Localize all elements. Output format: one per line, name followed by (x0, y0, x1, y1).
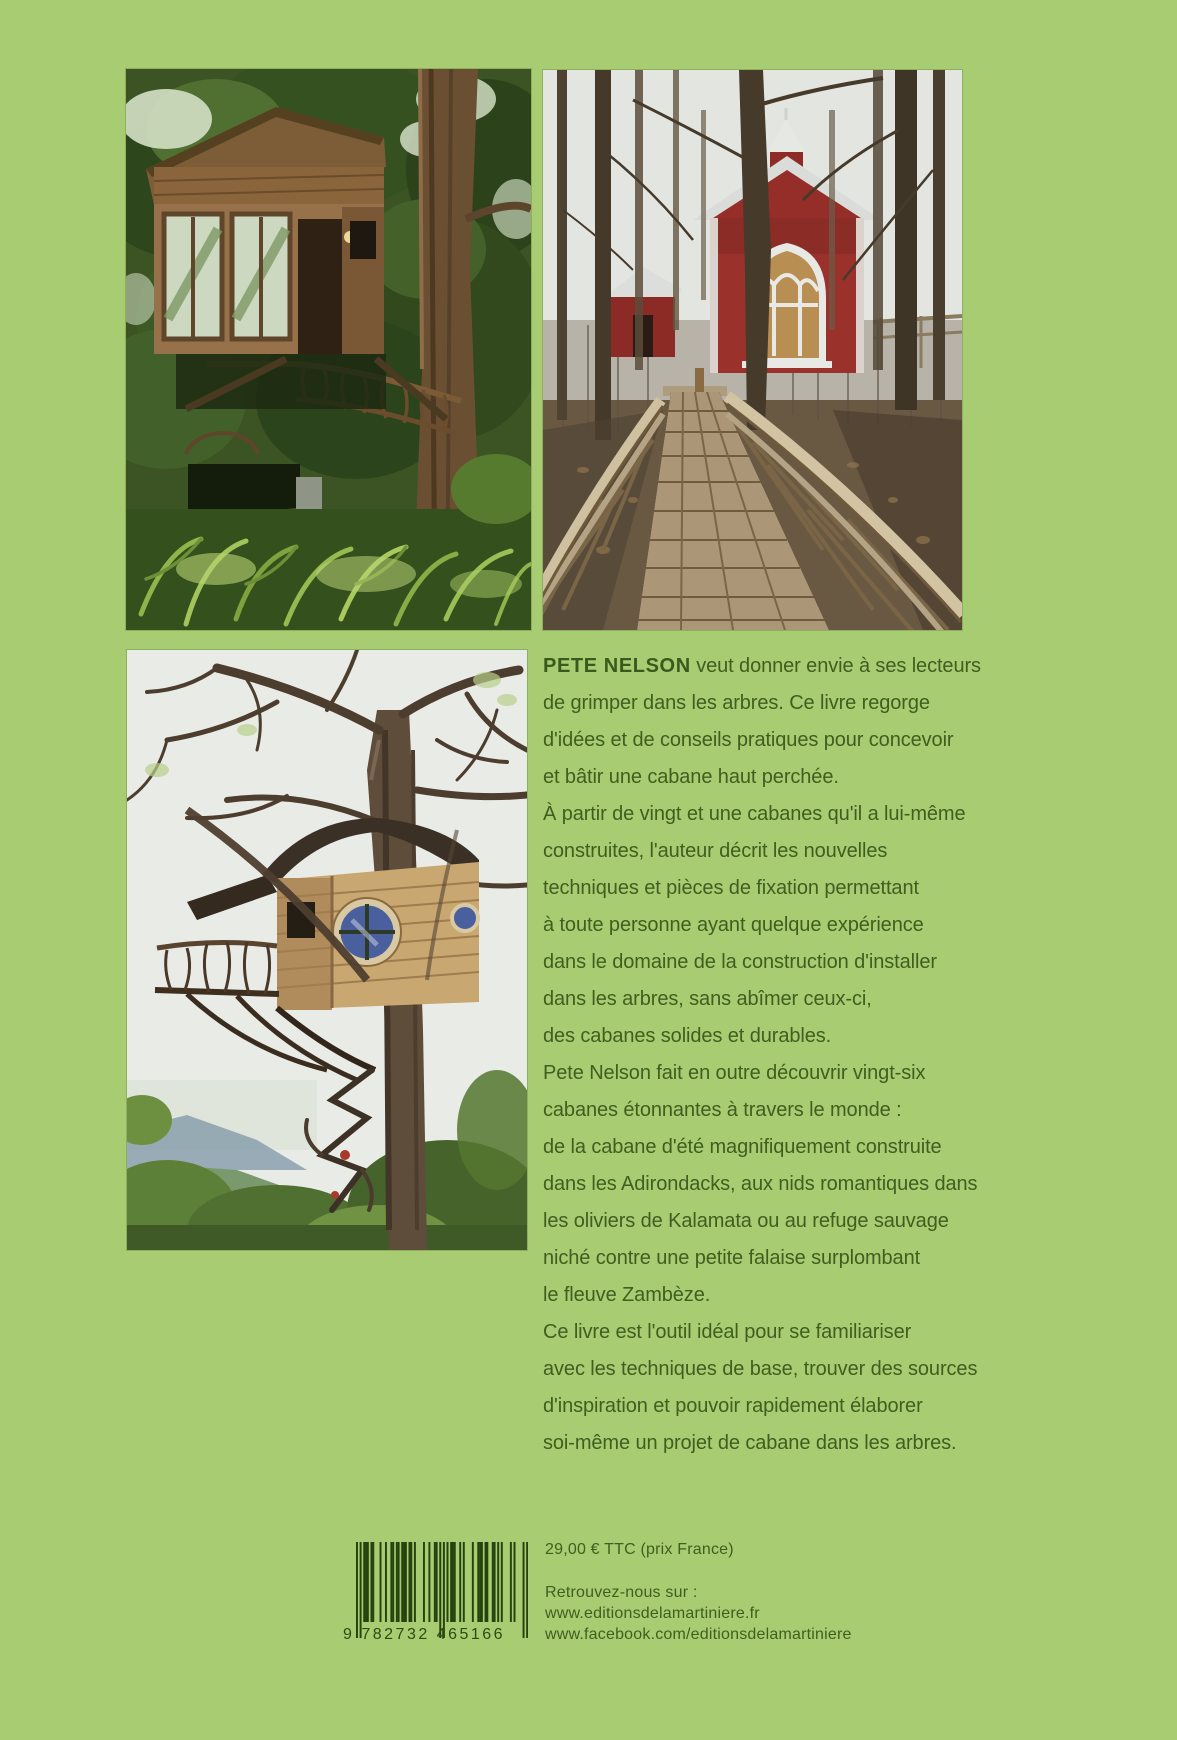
blurb-line: avec les techniques de base, trouver des sources (543, 1358, 978, 1380)
blurb-line: les oliviers de Kalamata ou au refuge sauvage (543, 1210, 949, 1232)
publisher-links (545, 1582, 852, 1645)
publisher-website: www.editionsdelamartiniere.fr (545, 1605, 760, 1622)
blurb-line: d'inspiration et pouvoir rapidement élaborer (543, 1395, 923, 1417)
blurb-line: Pete Nelson fait en outre découvrir vingt-six (543, 1062, 926, 1084)
photo-red-chapel-bridge (543, 70, 962, 630)
blurb-line: et bâtir une cabane haut perchée. (543, 766, 839, 788)
price-label: 29,00 € TTC (prix France) (545, 1541, 734, 1558)
photo-treehouse-forest (126, 69, 531, 630)
blurb-line: techniques et pièces de fixation permettant (543, 877, 919, 899)
barcode (343, 1542, 528, 1648)
red-chapel-illustration (543, 70, 962, 630)
blurb-line: à toute personne ayant quelque expérience (543, 914, 924, 936)
treehouse-forest-illustration (126, 69, 531, 630)
social-intro: Retrouvez-nous sur : (545, 1584, 698, 1601)
blurb-line: PETE NELSON veut donner envie à ses lecteurs (543, 655, 981, 677)
round-window-treehouse-illustration (127, 650, 527, 1250)
photo-treehouse-round-window (127, 650, 527, 1250)
facebook-url: www.facebook.com/editionsdelamartiniere (545, 1626, 852, 1643)
blurb-line: construites, l'auteur décrit les nouvelles (543, 840, 888, 862)
book-blurb (543, 648, 1025, 1462)
blurb-line: le fleuve Zambèze. (543, 1284, 711, 1306)
blurb-line: soi-même un projet de cabane dans les arbres. (543, 1432, 957, 1454)
blurb-line: niché contre une petite falaise surplombant (543, 1247, 921, 1269)
blurb-line: cabanes étonnantes à travers le monde : (543, 1099, 902, 1121)
blurb-line: de la cabane d'été magnifiquement construite (543, 1136, 942, 1158)
blurb-line: d'idées et de conseils pratiques pour concevoir (543, 729, 954, 751)
blurb-line: des cabanes solides et durables. (543, 1025, 832, 1047)
blurb-line: dans les Adirondacks, aux nids romantiques dans (543, 1173, 978, 1195)
blurb-line: Ce livre est l'outil idéal pour se familiariser (543, 1321, 912, 1343)
blurb-line: de grimper dans les arbres. Ce livre regorge (543, 692, 930, 714)
barcode-number: 9 782732 465166 (343, 1626, 506, 1643)
barcode-bars (356, 1542, 528, 1638)
blurb-line: À partir de vingt et une cabanes qu'il a lui-même (543, 803, 966, 825)
blurb-line: dans le domaine de la construction d'installer (543, 951, 937, 973)
author-name: PETE NELSON (543, 655, 691, 677)
blurb-line: dans les arbres, sans abîmer ceux-ci, (543, 988, 872, 1010)
